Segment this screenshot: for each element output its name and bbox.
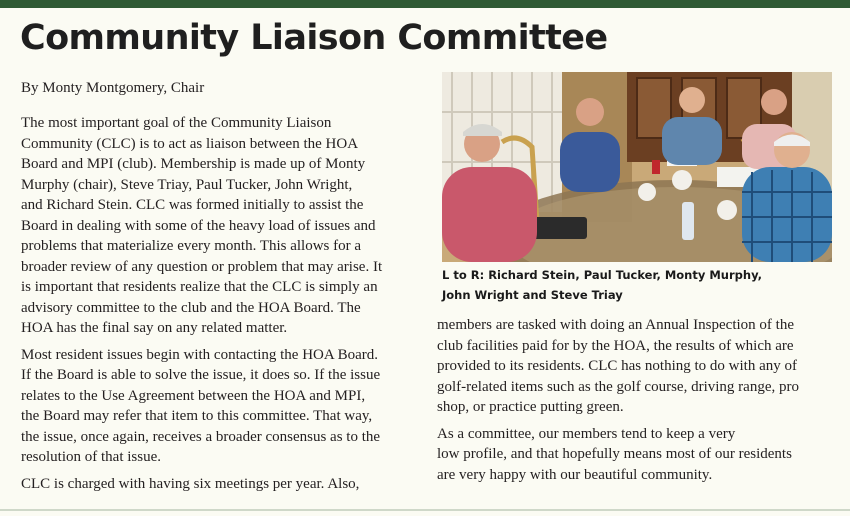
article-title: Community Liaison Committee [20, 18, 608, 58]
bottom-divider [0, 509, 850, 511]
text-line: broader review of any question or problem that may arise. It [21, 258, 383, 275]
text-line: are very happy with our beautiful community. [437, 466, 713, 483]
text-line: shop, or practice putting green. [437, 399, 624, 415]
article-column-right [437, 315, 837, 485]
text-line: and Richard Stein. CLC was formed initially to assist the [21, 197, 364, 213]
text-line: Murphy (chair), Steve Triay, Paul Tucker, John Wright, [21, 176, 353, 193]
text-line: problems that materialize every month. This allows for a [21, 238, 362, 254]
committee-photo [442, 72, 832, 262]
text-line: golf-related items such as the golf course, driving range, pro [437, 378, 799, 395]
article-column-left [21, 113, 421, 494]
text-line: The most important goal of the Community Liaison [21, 115, 332, 131]
text-line: advisory committee to the club and the HOA Board. The [21, 299, 361, 316]
caption-line: John Wright and Steve Triay [442, 288, 623, 302]
article-byline: By Monty Montgomery, Chair [21, 80, 205, 96]
caption-line: L to R: Richard Stein, Paul Tucker, Monty Murphy, [442, 268, 763, 282]
text-line: club facilities paid for by the HOA, the results of which are [437, 337, 794, 354]
text-line: Board and MPI (club). Membership is made up of Monty [21, 156, 366, 172]
text-line: the issue, once again, receives a broader consensus as to the [21, 428, 381, 445]
text-line: resolution of that issue. [21, 449, 161, 465]
text-line: relates to the Use Agreement between the HOA and MPI, [21, 387, 366, 404]
text-line: provided to its residents. CLC has nothing to do with any of [437, 358, 797, 374]
text-line: Community (CLC) is to act as liaison between the HOA [21, 135, 359, 152]
top-accent-bar [0, 0, 850, 8]
text-line: Most resident issues begin with contacting the HOA Board. [21, 346, 379, 363]
text-line: low profile, and that hopefully means most of our residents [437, 446, 792, 462]
text-line: HOA has the final say on any related matter. [21, 320, 288, 336]
text-line: is important that residents realize that the CLC is simply an [21, 279, 378, 295]
text-line: Board in dealing with some of the heavy load of issues and [21, 217, 376, 234]
text-line: CLC is charged with having six meetings per year. Also, [21, 475, 360, 492]
photo-caption [442, 265, 762, 305]
text-line: the Board may refer that item to this committee. That way, [21, 408, 373, 424]
text-line: As a committee, our members tend to keep a very [437, 425, 736, 442]
text-line: members are tasked with doing an Annual Inspection of the [437, 317, 794, 333]
text-line: If the Board is able to solve the issue, it does so. If the issue [21, 367, 381, 383]
